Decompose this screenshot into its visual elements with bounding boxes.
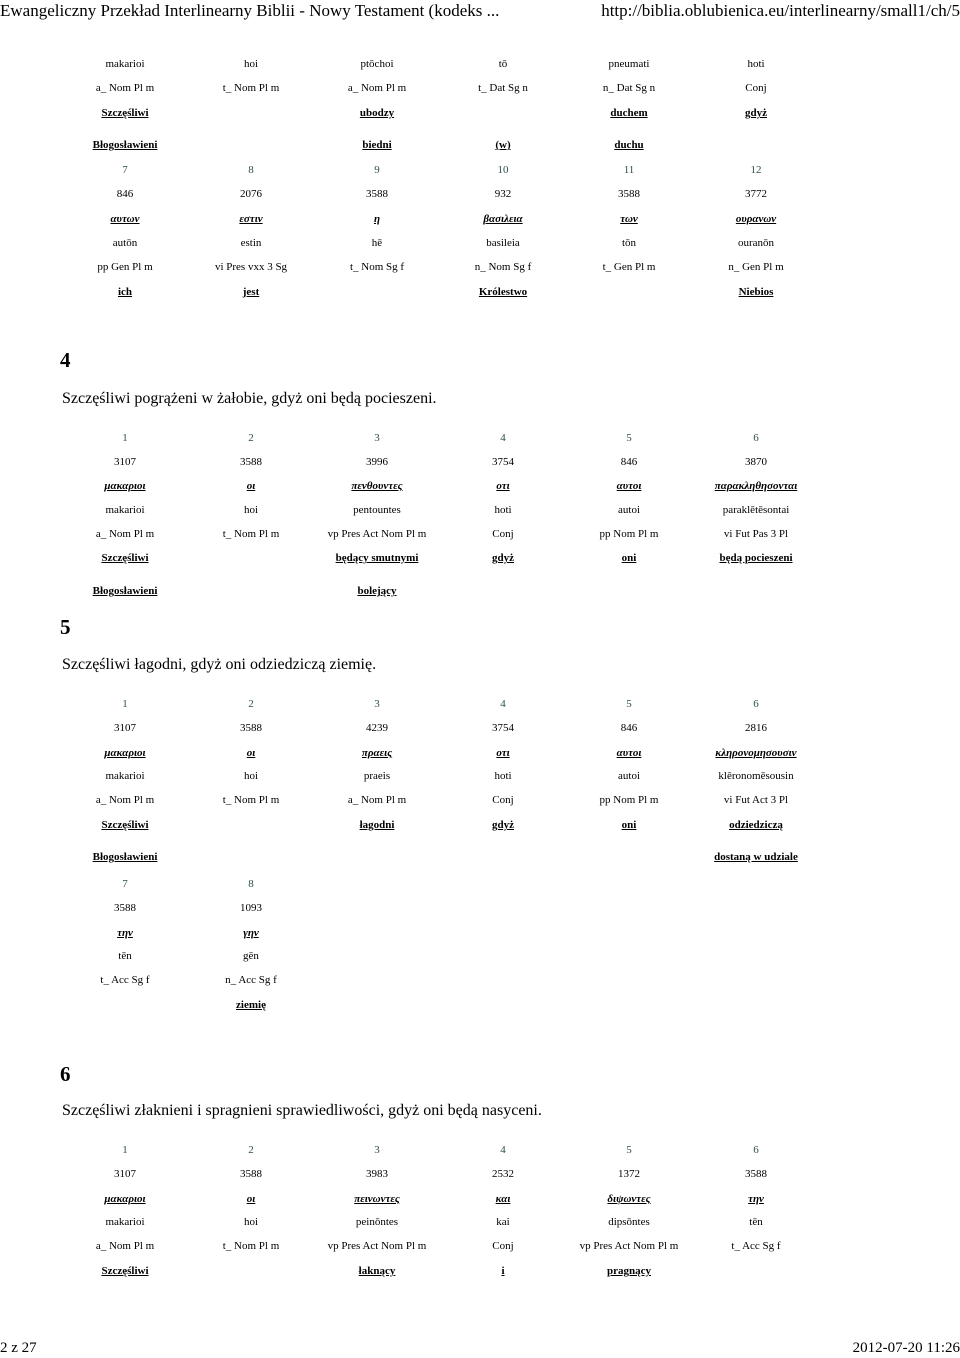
transliteration: kai bbox=[496, 1216, 510, 1228]
word-number: 2 bbox=[248, 432, 254, 444]
greek-word-link[interactable]: και bbox=[495, 1193, 511, 1205]
greek-word-link[interactable]: οι bbox=[246, 747, 256, 759]
polish-word-link[interactable]: oni bbox=[621, 819, 637, 831]
transliteration: makarioi bbox=[105, 58, 145, 70]
word-number: 1 bbox=[122, 1144, 128, 1156]
morphology-row bbox=[0, 526, 960, 542]
word-number-row bbox=[0, 876, 960, 892]
morphology: t_ Gen Pl m bbox=[602, 261, 656, 273]
strong-number: 846 bbox=[620, 722, 638, 734]
morphology-row bbox=[0, 1238, 960, 1254]
greek-word-link[interactable]: αυτων bbox=[110, 213, 140, 225]
strong-number-row bbox=[0, 454, 960, 470]
morphology: vp Pres Act Nom Pl m bbox=[579, 1240, 679, 1252]
word-number: 3 bbox=[374, 698, 380, 710]
greek-row bbox=[0, 478, 960, 494]
transliteration: hoti bbox=[747, 58, 765, 70]
polish-word-link[interactable]: Szczęśliwi bbox=[101, 107, 149, 119]
strong-number: 932 bbox=[494, 188, 512, 200]
greek-word-link[interactable]: μακαριοι bbox=[104, 747, 146, 759]
morphology: a_ Nom Pl m bbox=[95, 528, 155, 540]
morphology-row bbox=[0, 80, 960, 96]
morphology: a_ Nom Pl m bbox=[95, 794, 155, 806]
greek-word-link[interactable]: την bbox=[117, 927, 133, 939]
morphology: t_ Nom Pl m bbox=[222, 528, 280, 540]
morphology: pp Nom Pl m bbox=[599, 528, 659, 540]
greek-row bbox=[0, 211, 960, 227]
morphology: n_ Nom Sg f bbox=[474, 261, 532, 273]
word-number: 10 bbox=[497, 164, 509, 176]
word-number-row bbox=[0, 696, 960, 712]
greek-word-link[interactable]: οι bbox=[246, 1193, 256, 1205]
word-number: 12 bbox=[750, 164, 762, 176]
greek-word-link[interactable]: αυτοι bbox=[616, 747, 642, 759]
strong-number: 846 bbox=[620, 456, 638, 468]
greek-word-link[interactable]: μακαριοι bbox=[104, 480, 146, 492]
polish-word-link[interactable]: biedni bbox=[362, 139, 392, 151]
strong-number-row bbox=[0, 900, 960, 916]
strong-number-row bbox=[0, 1166, 960, 1182]
word-number: 7 bbox=[122, 878, 128, 890]
transliteration: estin bbox=[240, 237, 262, 249]
morphology: Conj bbox=[745, 82, 767, 94]
transliteration: tēn bbox=[749, 1216, 763, 1228]
polish-alt-translation-row bbox=[0, 137, 960, 153]
transliteration: makarioi bbox=[105, 770, 145, 782]
morphology: n_ Dat Sg n bbox=[602, 82, 656, 94]
morphology: a_ Nom Pl m bbox=[95, 82, 155, 94]
morphology: n_ Gen Pl m bbox=[728, 261, 784, 273]
polish-word-link[interactable]: łaknący bbox=[358, 1265, 396, 1277]
strong-number: 3588 bbox=[366, 188, 388, 200]
greek-word-link[interactable]: μακαριοι bbox=[104, 1193, 146, 1205]
morphology: Conj bbox=[492, 1240, 514, 1252]
transliteration-row bbox=[0, 768, 960, 784]
verse-text: Szczęśliwi pogrążeni w żałobie, gdyż oni będą pocieszeni. bbox=[62, 390, 437, 407]
page-counter: 2 z 27 bbox=[0, 1340, 37, 1356]
transliteration: hoi bbox=[243, 504, 259, 516]
transliteration: hē bbox=[371, 237, 383, 249]
polish-word-link[interactable]: Błogosławieni bbox=[92, 851, 158, 863]
transliteration: ptōchoi bbox=[360, 58, 394, 70]
greek-word-link[interactable]: των bbox=[620, 213, 638, 225]
transliteration: klēronomēsousin bbox=[718, 770, 794, 782]
strong-number: 3588 bbox=[745, 1168, 767, 1180]
verse-text: Szczęśliwi łagodni, gdyż oni odziedziczą ziemię. bbox=[62, 656, 377, 673]
polish-translation-row bbox=[0, 550, 960, 566]
word-number: 1 bbox=[122, 432, 128, 444]
transliteration-row bbox=[0, 235, 960, 251]
strong-number: 846 bbox=[116, 188, 134, 200]
verse-number: 5 bbox=[60, 615, 71, 639]
word-number: 6 bbox=[753, 698, 759, 710]
transliteration-row bbox=[0, 56, 960, 72]
polish-word-link[interactable]: będący smutnymi bbox=[335, 552, 419, 564]
polish-word-link[interactable]: Szczęśliwi bbox=[101, 552, 149, 564]
polish-translation-row bbox=[0, 1263, 960, 1279]
morphology: t_ Acc Sg f bbox=[731, 1240, 781, 1252]
transliteration: paraklētēsontai bbox=[722, 504, 790, 516]
word-number: 7 bbox=[122, 164, 128, 176]
word-number: 3 bbox=[374, 432, 380, 444]
transliteration: tēn bbox=[118, 950, 132, 962]
strong-number: 1372 bbox=[618, 1168, 640, 1180]
transliteration: hoi bbox=[243, 770, 259, 782]
polish-word-link[interactable]: Królestwo bbox=[478, 286, 528, 298]
strong-number: 3996 bbox=[366, 456, 388, 468]
morphology: t_ Dat Sg n bbox=[478, 82, 528, 94]
word-number: 6 bbox=[753, 1144, 759, 1156]
polish-word-link[interactable]: ubodzy bbox=[359, 107, 395, 119]
greek-word-link[interactable]: βασιλεια bbox=[483, 213, 523, 225]
transliteration: hoi bbox=[243, 58, 259, 70]
strong-number: 1093 bbox=[240, 902, 262, 914]
strong-number: 4239 bbox=[366, 722, 388, 734]
polish-translation-row bbox=[0, 284, 960, 300]
greek-word-link[interactable]: κληρονομησουσιν bbox=[715, 747, 797, 759]
strong-number: 2076 bbox=[240, 188, 262, 200]
morphology: vp Pres Act Nom Pl m bbox=[327, 1240, 427, 1252]
greek-word-link[interactable]: πραεις bbox=[361, 747, 393, 759]
word-number: 8 bbox=[248, 164, 254, 176]
greek-row bbox=[0, 925, 960, 941]
transliteration: pneumati bbox=[608, 58, 650, 70]
greek-word-link[interactable]: οι bbox=[246, 480, 256, 492]
polish-word-link[interactable]: gdyż bbox=[492, 819, 514, 831]
word-number: 5 bbox=[626, 698, 632, 710]
polish-word-link[interactable]: ziemię bbox=[236, 999, 266, 1011]
transliteration: tō bbox=[498, 58, 508, 70]
transliteration: hoti bbox=[494, 504, 512, 516]
polish-word-link[interactable]: Błogosławieni bbox=[92, 585, 158, 597]
word-number: 11 bbox=[623, 164, 635, 176]
morphology: a_ Nom Pl m bbox=[95, 1240, 155, 1252]
word-number: 9 bbox=[374, 164, 380, 176]
strong-number: 3107 bbox=[114, 456, 136, 468]
strong-number: 2816 bbox=[745, 722, 767, 734]
polish-word-link[interactable]: Szczęśliwi bbox=[101, 1265, 149, 1277]
strong-number: 3754 bbox=[492, 722, 514, 734]
morphology: pp Nom Pl m bbox=[599, 794, 659, 806]
word-number: 5 bbox=[626, 432, 632, 444]
polish-word-link[interactable]: Błogosławieni bbox=[92, 139, 158, 151]
strong-number: 3588 bbox=[240, 722, 262, 734]
polish-word-link[interactable]: (w) bbox=[495, 139, 511, 151]
word-number: 4 bbox=[500, 432, 506, 444]
morphology: a_ Nom Pl m bbox=[347, 794, 407, 806]
word-number: 4 bbox=[500, 1144, 506, 1156]
polish-word-link[interactable]: odziedziczą bbox=[729, 819, 783, 831]
polish-translation-row bbox=[0, 105, 960, 121]
polish-word-link[interactable]: ich bbox=[117, 286, 133, 298]
strong-number: 2532 bbox=[492, 1168, 514, 1180]
polish-translation-row bbox=[0, 997, 960, 1013]
morphology: Conj bbox=[492, 528, 514, 540]
polish-word-link[interactable]: łagodni bbox=[359, 819, 395, 831]
transliteration: ouranōn bbox=[737, 237, 775, 249]
transliteration: autoi bbox=[618, 504, 640, 516]
transliteration: autoi bbox=[618, 770, 640, 782]
polish-word-link[interactable]: pragnący bbox=[607, 1265, 651, 1277]
strong-number: 3870 bbox=[745, 456, 767, 468]
morphology-row bbox=[0, 792, 960, 808]
strong-number: 3983 bbox=[366, 1168, 388, 1180]
greek-word-link[interactable]: γην bbox=[243, 927, 259, 939]
transliteration: hoti bbox=[494, 770, 512, 782]
greek-word-link[interactable]: οτι bbox=[496, 747, 510, 759]
word-number: 4 bbox=[500, 698, 506, 710]
word-number-row bbox=[0, 162, 960, 178]
verse-number: 4 bbox=[60, 348, 71, 372]
word-number: 1 bbox=[122, 698, 128, 710]
greek-word-link[interactable]: ουρανων bbox=[735, 213, 777, 225]
morphology: t_ Nom Pl m bbox=[222, 794, 280, 806]
polish-word-link[interactable]: duchem bbox=[610, 107, 648, 119]
strong-number: 3588 bbox=[114, 902, 136, 914]
greek-word-link[interactable]: οτι bbox=[496, 480, 510, 492]
polish-alt-translation-row bbox=[0, 849, 960, 865]
polish-word-link[interactable]: Niebios bbox=[738, 286, 774, 298]
morphology: a_ Nom Pl m bbox=[347, 82, 407, 94]
polish-word-link[interactable]: będą pocieszeni bbox=[719, 552, 793, 564]
greek-row bbox=[0, 1191, 960, 1207]
strong-number: 3107 bbox=[114, 722, 136, 734]
greek-word-link[interactable]: διψωντες bbox=[607, 1193, 651, 1205]
morphology: pp Gen Pl m bbox=[97, 261, 153, 273]
word-number: 3 bbox=[374, 1144, 380, 1156]
verse-text: Szczęśliwi złaknieni i spragnieni sprawiedliwości, gdyż oni będą nasyceni. bbox=[62, 1102, 542, 1119]
greek-word-link[interactable]: πενθουντες bbox=[351, 480, 403, 492]
transliteration: gēn bbox=[243, 950, 259, 962]
greek-word-link[interactable]: πεινωντες bbox=[354, 1193, 400, 1205]
page-url: http://biblia.oblubienica.eu/interlinearny/small1/ch/5 bbox=[601, 1, 960, 20]
greek-word-link[interactable]: αυτοι bbox=[616, 480, 642, 492]
strong-number: 3588 bbox=[240, 1168, 262, 1180]
morphology: t_ Nom Pl m bbox=[222, 82, 280, 94]
polish-word-link[interactable]: duchu bbox=[614, 139, 644, 151]
strong-number-row bbox=[0, 186, 960, 202]
transliteration: tōn bbox=[621, 237, 637, 249]
polish-word-link[interactable]: Szczęśliwi bbox=[101, 819, 149, 831]
morphology: vi Pres vxx 3 Sg bbox=[214, 261, 288, 273]
polish-word-link[interactable]: bolejący bbox=[357, 585, 397, 597]
morphology-row bbox=[0, 972, 960, 988]
transliteration-row bbox=[0, 948, 960, 964]
morphology: Conj bbox=[492, 794, 514, 806]
greek-word-link[interactable]: η bbox=[373, 213, 381, 225]
strong-number: 3754 bbox=[492, 456, 514, 468]
transliteration: autōn bbox=[112, 237, 138, 249]
polish-word-link[interactable]: oni bbox=[621, 552, 637, 564]
morphology: vi Fut Act 3 Pl bbox=[723, 794, 789, 806]
word-number: 2 bbox=[248, 1144, 254, 1156]
strong-number: 3772 bbox=[745, 188, 767, 200]
transliteration: hoi bbox=[243, 1216, 259, 1228]
morphology-row bbox=[0, 259, 960, 275]
morphology: t_ Acc Sg f bbox=[100, 974, 150, 986]
polish-translation-row bbox=[0, 817, 960, 833]
word-number: 2 bbox=[248, 698, 254, 710]
transliteration: basileia bbox=[486, 237, 520, 249]
polish-alt-translation-row bbox=[0, 583, 960, 599]
greek-word-link[interactable]: παρακληθησονται bbox=[714, 480, 798, 492]
polish-word-link[interactable]: i bbox=[501, 1265, 505, 1277]
transliteration: makarioi bbox=[105, 504, 145, 516]
word-number-row bbox=[0, 1142, 960, 1158]
word-number: 5 bbox=[626, 1144, 632, 1156]
morphology: vp Pres Act Nom Pl m bbox=[327, 528, 427, 540]
print-datetime: 2012-07-20 11:26 bbox=[852, 1340, 960, 1356]
word-number: 8 bbox=[248, 878, 254, 890]
transliteration-row bbox=[0, 502, 960, 518]
verse-number: 6 bbox=[60, 1062, 71, 1086]
word-number: 6 bbox=[753, 432, 759, 444]
morphology: vi Fut Pas 3 Pl bbox=[723, 528, 789, 540]
strong-number: 3588 bbox=[240, 456, 262, 468]
transliteration-row bbox=[0, 1214, 960, 1230]
morphology: t_ Nom Pl m bbox=[222, 1240, 280, 1252]
window-title: Ewangeliczny Przekład Interlinearny Biblii - Nowy Testament (kodeks ... bbox=[0, 1, 500, 20]
polish-word-link[interactable]: gdyż bbox=[745, 107, 767, 119]
greek-word-link[interactable]: εστιν bbox=[239, 213, 263, 225]
polish-word-link[interactable]: jest bbox=[242, 286, 260, 298]
strong-number: 3107 bbox=[114, 1168, 136, 1180]
greek-row bbox=[0, 745, 960, 761]
transliteration: makarioi bbox=[105, 1216, 145, 1228]
polish-word-link[interactable]: gdyż bbox=[492, 552, 514, 564]
morphology: n_ Acc Sg f bbox=[225, 974, 277, 986]
transliteration: peinōntes bbox=[355, 1216, 399, 1228]
strong-number-row bbox=[0, 720, 960, 736]
strong-number: 3588 bbox=[618, 188, 640, 200]
morphology: t_ Nom Sg f bbox=[349, 261, 405, 273]
greek-word-link[interactable]: την bbox=[748, 1193, 764, 1205]
polish-word-link[interactable]: dostaną w udziale bbox=[714, 851, 798, 863]
transliteration: dipsōntes bbox=[608, 1216, 650, 1228]
transliteration: praeis bbox=[363, 770, 391, 782]
word-number-row bbox=[0, 430, 960, 446]
transliteration: pentountes bbox=[353, 504, 401, 516]
